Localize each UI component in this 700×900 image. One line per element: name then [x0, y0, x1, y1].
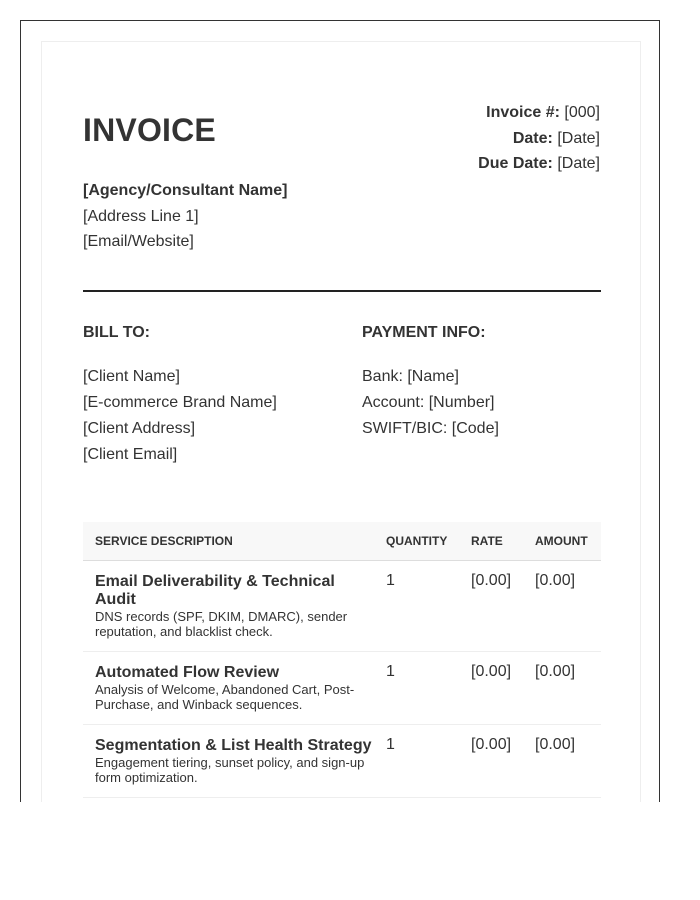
- rate-cell: [0.00]: [459, 725, 523, 798]
- amount-cell: [0.00]: [523, 561, 601, 652]
- client-brand-name: [E-commerce Brand Name]: [83, 394, 277, 411]
- col-header-rate: RATE: [459, 522, 523, 561]
- header-divider: [83, 290, 601, 292]
- due-date-row: [478, 151, 600, 177]
- payment-info-heading: PAYMENT INFO:: [362, 324, 486, 341]
- service-name: Segmentation & List Health Strategy: [95, 737, 372, 754]
- payment-swift: SWIFT/BIC: [Code]: [362, 420, 499, 437]
- service-description: Analysis of Welcome, Abandoned Cart, Post-Purchase, and Winback sequences.: [95, 682, 355, 712]
- services-table: [83, 522, 601, 798]
- service-cell: [83, 725, 374, 798]
- service-description: DNS records (SPF, DKIM, DMARC), sender reputation, and blacklist check.: [95, 609, 348, 639]
- bill-to-heading: BILL TO:: [83, 324, 150, 341]
- col-header-service: SERVICE DESCRIPTION: [83, 522, 374, 561]
- service-cell: [83, 561, 374, 652]
- quantity-cell: 1: [374, 561, 459, 652]
- col-header-amount: AMOUNT: [523, 522, 601, 561]
- service-name: Email Deliverability & Technical Audit: [95, 573, 335, 608]
- due-date-label: Due Date:: [478, 155, 553, 172]
- col-header-quantity: QUANTITY: [374, 522, 459, 561]
- invoice-date-row: [478, 126, 600, 152]
- agency-name: [Agency/Consultant Name]: [83, 182, 288, 199]
- invoice-number-value: [000]: [564, 104, 600, 121]
- invoice-date-value: [Date]: [557, 129, 600, 147]
- table-header-row: [83, 522, 601, 561]
- service-cell: [83, 652, 374, 725]
- amount-cell: [0.00]: [523, 725, 601, 798]
- payment-info-section: [362, 324, 499, 442]
- invoice-number-row: [478, 100, 600, 126]
- agency-contact: [Email/Website]: [83, 233, 194, 250]
- bill-to-section: [83, 324, 277, 468]
- table-row: [83, 652, 601, 725]
- document-frame: [20, 20, 660, 802]
- rate-cell: [0.00]: [459, 561, 523, 652]
- invoice-title: INVOICE: [83, 112, 216, 148]
- amount-cell: [0.00]: [523, 652, 601, 725]
- table-row: [83, 561, 601, 652]
- agency-address: [Address Line 1]: [83, 207, 199, 225]
- client-email: [Client Email]: [83, 446, 178, 463]
- invoice-date-label: Date:: [512, 129, 553, 147]
- invoice-number-label: Invoice #:: [486, 104, 560, 121]
- due-date-value: [Date]: [557, 155, 600, 172]
- rate-cell: [0.00]: [459, 652, 523, 725]
- client-name: [Client Name]: [83, 368, 180, 385]
- payment-account: Account: [Number]: [362, 394, 495, 411]
- payment-bank: Bank: [Name]: [362, 368, 459, 385]
- invoice-sheet: [41, 41, 641, 802]
- client-address: [Client Address]: [83, 420, 196, 437]
- agency-block: [83, 178, 287, 255]
- service-name: Automated Flow Review: [95, 664, 280, 681]
- invoice-meta: [478, 100, 600, 177]
- quantity-cell: 1: [374, 725, 459, 798]
- service-description: Engagement tiering, sunset policy, and sign-up form optimization.: [95, 755, 365, 785]
- table-row: [83, 725, 601, 798]
- quantity-cell: 1: [374, 652, 459, 725]
